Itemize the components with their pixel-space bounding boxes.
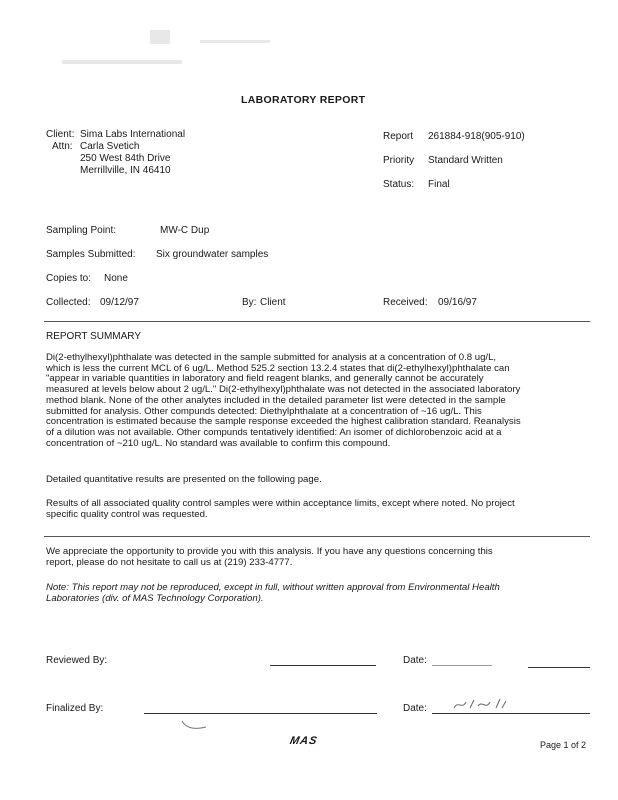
finalized-signature-line bbox=[144, 713, 377, 714]
client-name: Sima Labs International bbox=[80, 129, 186, 140]
closing-paragraph bbox=[46, 547, 574, 568]
samples-submitted-label: Samples Submitted: bbox=[46, 249, 136, 260]
priority-value: Standard Written bbox=[428, 155, 503, 166]
divider bbox=[44, 536, 590, 537]
received-label: Received: bbox=[383, 297, 428, 308]
summary-line: which is less the current MCL of 6 ug/L. Method 525.2 section 13.2.4 states that di(2-ethylhexyl)phthalate can bbox=[46, 362, 510, 374]
collected-by-label: By: bbox=[242, 297, 257, 308]
summary-line: "appear in variable quantities in laboratory and field reagent blanks, and generally cannot be accurately bbox=[46, 373, 484, 385]
summary-line: submitted for analysis. Other compunds detected: Diethylphthalate at a concentration of ~16 ug/L. This bbox=[46, 405, 482, 417]
report-number-label: Report bbox=[383, 131, 414, 142]
received-value: 09/16/97 bbox=[438, 297, 477, 308]
status-value: Final bbox=[428, 179, 450, 190]
letterhead-smudge bbox=[150, 30, 170, 44]
reviewed-date-label: Date: bbox=[403, 655, 427, 666]
qc-line: specific quality control was requested. bbox=[46, 508, 208, 520]
mas-logo: MAS bbox=[288, 735, 319, 747]
finalized-date-label: Date: bbox=[403, 703, 427, 714]
collected-by-value: Client bbox=[260, 297, 286, 308]
summary-paragraph bbox=[46, 353, 574, 449]
report-title: LABORATORY REPORT bbox=[241, 94, 366, 106]
client-label: Client: bbox=[46, 129, 75, 140]
reproduction-note bbox=[46, 583, 574, 604]
summary-line: method blank. None of the other analytes included in the detailed parameter list were detected in the sample bbox=[46, 394, 506, 406]
address-line1: 250 West 84th Drive bbox=[80, 153, 171, 164]
collected-value: 09/12/97 bbox=[100, 297, 139, 308]
attn-name: Carla Svetich bbox=[80, 141, 140, 152]
summary-line: concentration of ~210 ug/L. No standard was available to confirm this compound. bbox=[46, 437, 391, 449]
detailed-results-line: Detailed quantitative results are presented on the following page. bbox=[46, 474, 322, 485]
letterhead-smudge bbox=[200, 40, 270, 43]
summary-line: of a dilution was not available. Other compunds tentatively identified: An isomer of dichlorobenzoic acid at a bbox=[46, 426, 502, 438]
reviewed-by-label: Reviewed By: bbox=[46, 655, 108, 666]
closing-line: report, please do not hesitate to call us at (219) 233-4777. bbox=[46, 556, 293, 568]
reviewed-signature-line bbox=[270, 665, 376, 666]
attn-label: Attn: bbox=[52, 141, 73, 152]
reviewed-date-line bbox=[432, 665, 492, 666]
samples-submitted-value: Six groundwater samples bbox=[156, 249, 269, 260]
reviewed-date-line-extra bbox=[528, 667, 590, 668]
summary-heading: REPORT SUMMARY bbox=[46, 331, 142, 342]
page-number: Page 1 of 2 bbox=[540, 740, 587, 750]
copies-to-label: Copies to: bbox=[46, 273, 92, 284]
summary-line: concentration is estimated because the sample response exceeded the highest calibration standard. Reanalysis bbox=[46, 416, 521, 428]
summary-line: Di(2-ethylhexyl)phthalate was detected in the sample submitted for analysis at a concentration of 0.8 ug/L, bbox=[46, 352, 497, 363]
status-label: Status: bbox=[383, 179, 415, 190]
summary-line: measured at levels below about 2 ug/L." Di(2-ethylhexyl)phthalate was not detected in the associated laboratory bbox=[46, 384, 521, 396]
divider bbox=[44, 321, 590, 322]
report-number-value: 261884-918(905-910) bbox=[428, 131, 525, 142]
sampling-point-label: Sampling Point: bbox=[46, 225, 117, 236]
note-line: Laboratories (div. of MAS Technology Corporation). bbox=[46, 592, 264, 604]
note-line: Note: This report may not be reproduced, except in full, without written approval from Environmental Health bbox=[46, 582, 500, 593]
copies-to-value: None bbox=[104, 273, 128, 284]
letterhead-smudge bbox=[62, 60, 182, 64]
address-line2: Merrillville, IN 46410 bbox=[80, 165, 171, 176]
qc-line: Results of all associated quality control samples were within acceptance limits, except where noted. No project bbox=[46, 498, 515, 509]
collected-label: Collected: bbox=[46, 297, 91, 308]
priority-label: Priority bbox=[383, 155, 415, 166]
closing-line: We appreciate the opportunity to provide you with this analysis. If you have any questions concerning this bbox=[46, 546, 493, 557]
handwritten-date-mark bbox=[452, 696, 508, 714]
stray-mark bbox=[180, 718, 210, 732]
qc-paragraph bbox=[46, 499, 574, 520]
finalized-by-label: Finalized By: bbox=[46, 703, 104, 714]
sampling-point-value: MW-C Dup bbox=[160, 225, 210, 236]
